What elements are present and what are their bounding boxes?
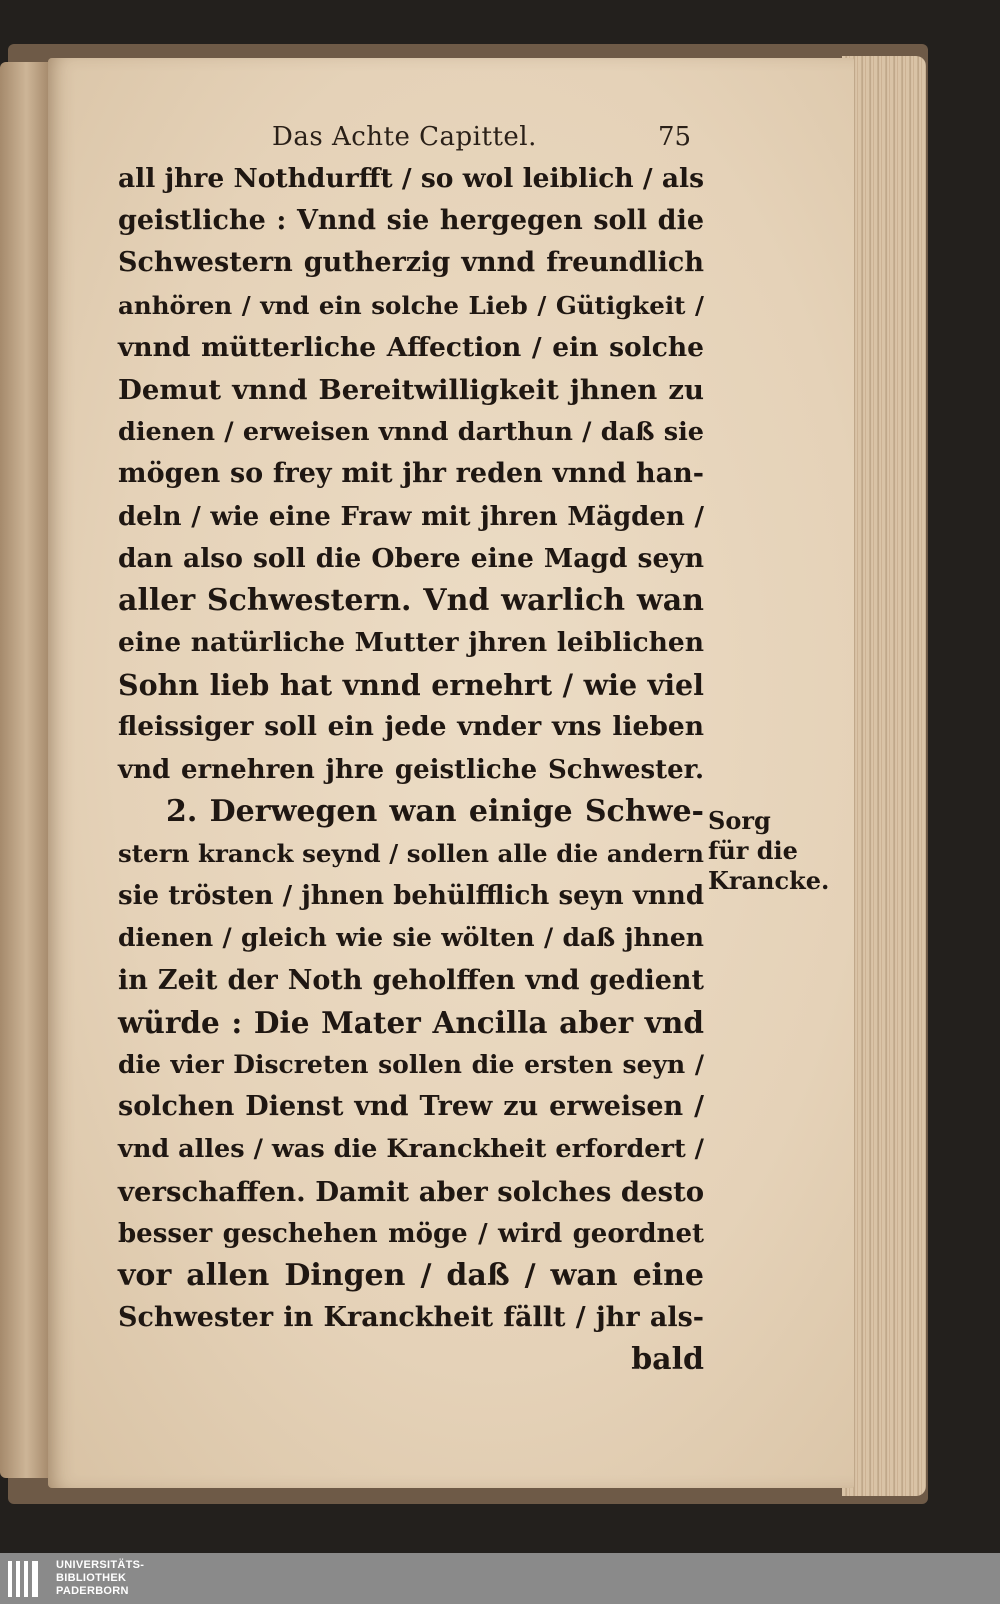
text-line: Schwestern gutherzig vnnd freundlich: [118, 247, 704, 279]
library-footer: [0, 1553, 1000, 1604]
text-line: in Zeit der Noth geholffen vnd gedient: [118, 964, 704, 996]
text-line: all jhre Nothdurfft / so wol leiblich / als: [118, 163, 704, 194]
page-block-edges: [842, 56, 926, 1496]
text-line: sie trösten / jhnen behülfflich seyn vnnd: [118, 881, 704, 912]
text-line: vnnd mütterliche Affection / ein solche: [118, 331, 704, 363]
text-line: besser geschehen möge / wird geordnet: [118, 1218, 704, 1249]
text-line: dienen / gleich wie sie wölten / daß jhnen: [118, 923, 704, 953]
logo-line: UNIVERSITÄTS-: [56, 1559, 145, 1571]
catchword: bald: [631, 1342, 704, 1378]
library-logo-icon: [8, 1561, 48, 1597]
text-line: Sohn lieb hat vnnd ernehrt / wie viel: [118, 668, 704, 703]
text-line: 2. Derwegen wan einige Schwe-: [166, 793, 704, 829]
text-line: dan also soll die Obere eine Magd seyn: [118, 542, 704, 574]
marginal-note-line: Krancke.: [708, 866, 830, 895]
text-line: eine natürliche Mutter jhren leiblichen: [118, 627, 704, 659]
left-page-edge: [0, 62, 48, 1478]
text-line: stern kranck seynd / sollen alle die andern: [118, 839, 704, 868]
logo-line: BIBLIOTHEK: [56, 1572, 127, 1584]
text-line: würde : Die Mater Ancilla aber vnd: [118, 1004, 704, 1040]
text-line: vnd ernehren jhre geistliche Schwester.: [118, 754, 704, 785]
text-line: aller Schwestern. Vnd warlich wan: [118, 582, 704, 618]
running-head: Das Achte Capittel.: [272, 122, 537, 152]
library-logo-text: [56, 1559, 144, 1598]
body-text: [118, 158, 704, 1381]
text-line: Schwester in Kranckheit fällt / jhr als-: [118, 1302, 704, 1334]
text-line: fleissiger soll ein jede vnder vns lieben: [118, 711, 704, 743]
marginal-note: [708, 806, 830, 896]
text-line: vnd alles / was die Kranckheit erfordert /: [118, 1134, 704, 1165]
text-line: anhören / vnd ein solche Lieb / Gütigkeit /: [118, 290, 704, 320]
text-line: dienen / erweisen vnnd darthun / daß sie: [118, 417, 704, 448]
marginal-note-line: für die: [708, 836, 798, 865]
marginal-note-line: Sorg: [708, 806, 771, 835]
text-line: solchen Dienst vnd Trew zu erweisen /: [118, 1091, 704, 1123]
text-line: die vier Discreten sollen die ersten seyn /: [118, 1049, 704, 1079]
text-line: Demut vnnd Bereitwilligkeit jhnen zu: [118, 373, 704, 406]
text-line: deln / wie eine Fraw mit jhren Mägden /: [118, 501, 704, 532]
text-line: verschaffen. Damit aber solches desto: [118, 1175, 705, 1208]
text-line: geistliche : Vnnd sie hergegen soll die: [118, 205, 704, 237]
text-line: mögen so frey mit jhr reden vnnd han-: [118, 458, 704, 490]
page-number: 75: [658, 122, 692, 152]
logo-line: PADERBORN: [56, 1585, 129, 1597]
text-line: vor allen Dingen / daß / wan eine: [118, 1257, 704, 1293]
